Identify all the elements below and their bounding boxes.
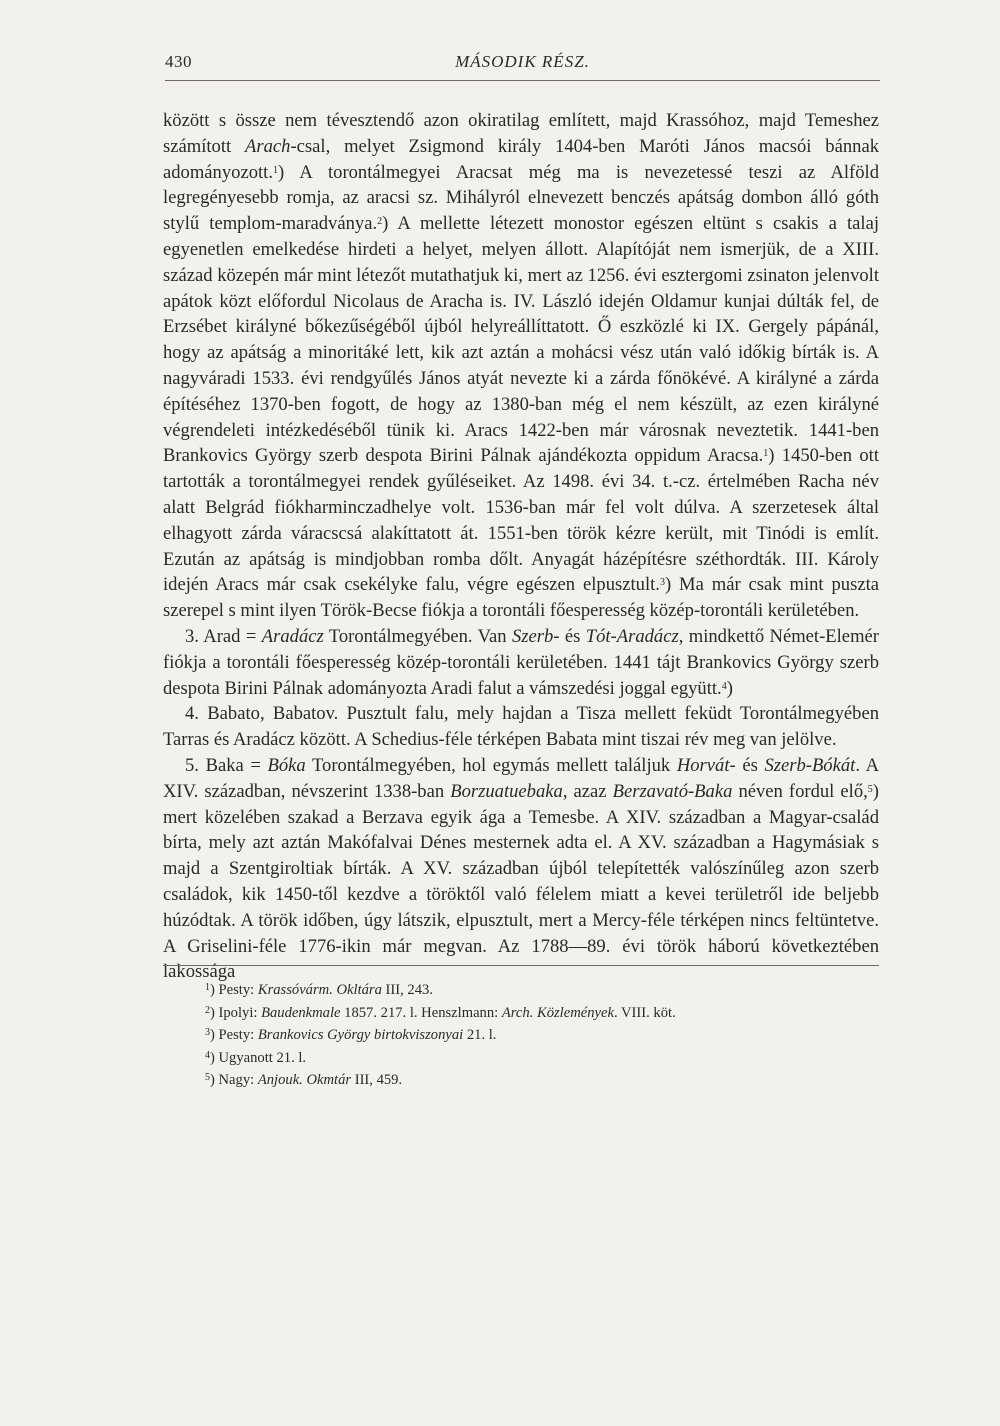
italic-text: Arch. Közlemények <box>501 1004 614 1021</box>
text-run: 4. Babato, Babatov. Pusztult falu, mely hajdan a Tisza mellett feküdt Torontálmegyében Tarras és Aradácz között. A Schedius-féle térképen Babata mint tiszai rév meg van jelölve. <box>163 703 879 751</box>
italic-text: Anjouk. Okmtár <box>257 1072 352 1088</box>
header-rule <box>165 80 880 81</box>
text-run: . VIII. köt. <box>613 1004 676 1021</box>
footnote-4 <box>205 1046 825 1069</box>
main-text <box>163 108 879 985</box>
italic-text: Bóka <box>267 754 306 776</box>
footnote-ref: 2 <box>377 216 383 228</box>
text-run: ) A mellette létezett monostor egészen eltünt s csakis a talaj egyenetlen emelkedése hirdeti a helyet, melyen állott. Alapítóját nem ismerjük, de a XIII. század közepén már mint létezőt mutathatjuk ki, mert az 1256. évi esztergomi zsinaton jelenvolt apátok közt előfordul Nicolaus de Aracha is. IV. László idején Oldamur kunjai dúlták fel, de Erzsébet királyné bőkezűségéből újból helyreállíttatott. Ő eszközlé ki IX. Gergely pápánál, hogy az apátság a minoritáké lett, kik azt aztán a mohácsi vész után való időkig bírták is. A nagyváradi 1533. évi rendgyűlés János atyát nevezte ki a zárda főnökévé. A királyné a zárda építéséhez 1370-ben fogott, de hogy az 1380-ban még el nem készült, az ezen királyné végrendeleti intézkedéséből tünik ki. Aracs 1422-ben már városnak neveztetik. 1441-ben Brankovics György szerb despota Birini Pálnak ajándékozta oppidum Aracsa. <box>163 213 879 467</box>
italic-text: Aradácz <box>261 625 324 647</box>
text-run: Torontálmegyében, hol egymás mellett találjuk <box>305 754 677 776</box>
text-run: . A XIV. században, névszerint 1338-ban <box>163 754 879 802</box>
text-run: között s össze nem tévesztendő azon okiratilag említett, majd Krassóhoz, majd Temeshez számított <box>163 110 879 157</box>
running-head: MÁSODIK RÉSZ. <box>455 52 590 71</box>
footnote-marker: 5 <box>205 1072 210 1083</box>
text-run: néven fordul elő, <box>732 780 868 802</box>
paragraph-item-4 <box>163 701 879 753</box>
italic-text: Krassóvárm. Okltára <box>257 982 382 998</box>
text-run: ) Nagy: <box>210 1072 258 1088</box>
footnote-5 <box>205 1068 825 1091</box>
italic-text: Brankovics György birtokviszonyai <box>257 1027 464 1043</box>
text-run: 3. Arad = <box>185 625 262 647</box>
text-run: -csal, melyet Zsigmond király 1404-ben Maróti János macsói bánnak adományozott. <box>163 135 879 183</box>
text-run: III, 459. <box>351 1072 403 1088</box>
italic-text: Borzuatuebaka <box>450 780 563 802</box>
page-number: 430 <box>165 52 192 71</box>
italic-text: Baudenkmale <box>261 1004 341 1021</box>
text-run: , mindkettő Német-Elemér fiókja a torontáli főesperesség közép-torontáli kerületében. 1441 tájt Brankovics György szerb despota Birini Pálnak adományozta Aradi falut a vámszedési joggal együtt. <box>163 625 879 699</box>
paragraph-1 <box>163 108 879 624</box>
footnote-ref: 1 <box>763 448 769 460</box>
text-run: ) Pesty: <box>210 1027 258 1043</box>
italic-text: Horvát- <box>676 754 736 776</box>
text-run: ) Ma már csak mint puszta szerepel s mint ilyen Török-Becse fiókja a torontáli főesperesség közép-torontáli kerületében. <box>163 574 880 622</box>
paragraph-item-5 <box>163 753 879 985</box>
page-header <box>165 52 880 82</box>
footnote-1 <box>205 978 825 1001</box>
footnote-ref: 5 <box>867 783 873 795</box>
footnote-ref: 4 <box>721 680 727 692</box>
italic-text: Szerb- <box>511 625 560 647</box>
text-run: 5. Baka = <box>185 754 268 776</box>
footnote-ref: 1 <box>272 164 278 176</box>
footnotes <box>205 978 825 1091</box>
text-run: ) <box>726 677 733 699</box>
text-run: , azaz <box>562 780 613 802</box>
text-run: 21. l. <box>463 1027 497 1043</box>
text-run: ) Ipolyi: <box>210 1004 262 1021</box>
footnote-divider <box>163 965 879 966</box>
text-run: Torontálmegyében. Van <box>323 625 512 647</box>
text-run: ) mert közelében szakad a Berzava egyik ága a Temesbe. A XIV. században a Magyar-család bírta, mely azt aztán Makófalvai Dénes mesternek adta el. A XV. században a Hagymásiak s majd a Szentgiroltiak bírták. A XV. században újból telepítették valószínűleg azon szerb családok, kik 1450-től kezdve a töröktől való félelem miatt a kevei területről ide beljebb húzódtak. A török időben, úgy látszik, elpusztult, mert a Mercy-féle térképen nincs feltüntetve. A Griselini-féle 1776-ikin már megvan. Az 1788—89. évi török háború következtében lakossága <box>163 780 879 983</box>
text-run: ) Pesty: <box>210 982 258 998</box>
footnote-ref: 3 <box>659 577 665 589</box>
text-run: 1857. 217. l. Henszlmann: <box>340 1004 502 1021</box>
text-run: és <box>735 754 765 776</box>
text-run: ) Ugyanott 21. l. <box>210 1049 307 1066</box>
footnote-3 <box>205 1023 825 1046</box>
footnote-marker: 4 <box>205 1049 210 1061</box>
italic-text: Szerb-Bókát <box>764 754 856 776</box>
footnote-2 <box>205 1001 825 1024</box>
text-run: ) A torontálmegyei Aracsat még ma is nevezetessé teszi az Alföld legregényesebb romja, az aracsi sz. Mihályról elnevezett benczés apátság dombon álló góth stylű templom-maradványa. <box>163 161 879 235</box>
footnote-marker: 3 <box>205 1027 210 1038</box>
italic-text: Arach <box>245 135 291 157</box>
footnote-marker: 2 <box>205 1004 210 1016</box>
text-run: III, 243. <box>381 982 433 998</box>
italic-text: Tót-Aradácz <box>585 625 679 647</box>
text-run: ) 1450-ben ott tartották a torontálmegyei rendek gyűléseiket. Az 1498. évi 34. t.-cz. értelmében Racha név alatt Belgrád fiókharminczadhelye volt. 1536-ban már fel volt dúlva. A szerzetesek által elhagyott zárda váracscsá alakíttatott át. 1551-ben török kézre került, mit Tinódi is említ. Ezután az apátság is mindjobban romba dőlt. Anyagát házépítésre széthordták. III. Károly idején Aracs már csak csekélyke falu, végre egészen elpusztult. <box>163 445 879 596</box>
paragraph-item-3 <box>163 624 879 701</box>
text-run: és <box>559 625 586 647</box>
italic-text: Berzavató-Baka <box>612 780 733 802</box>
footnote-marker: 1 <box>205 982 210 993</box>
